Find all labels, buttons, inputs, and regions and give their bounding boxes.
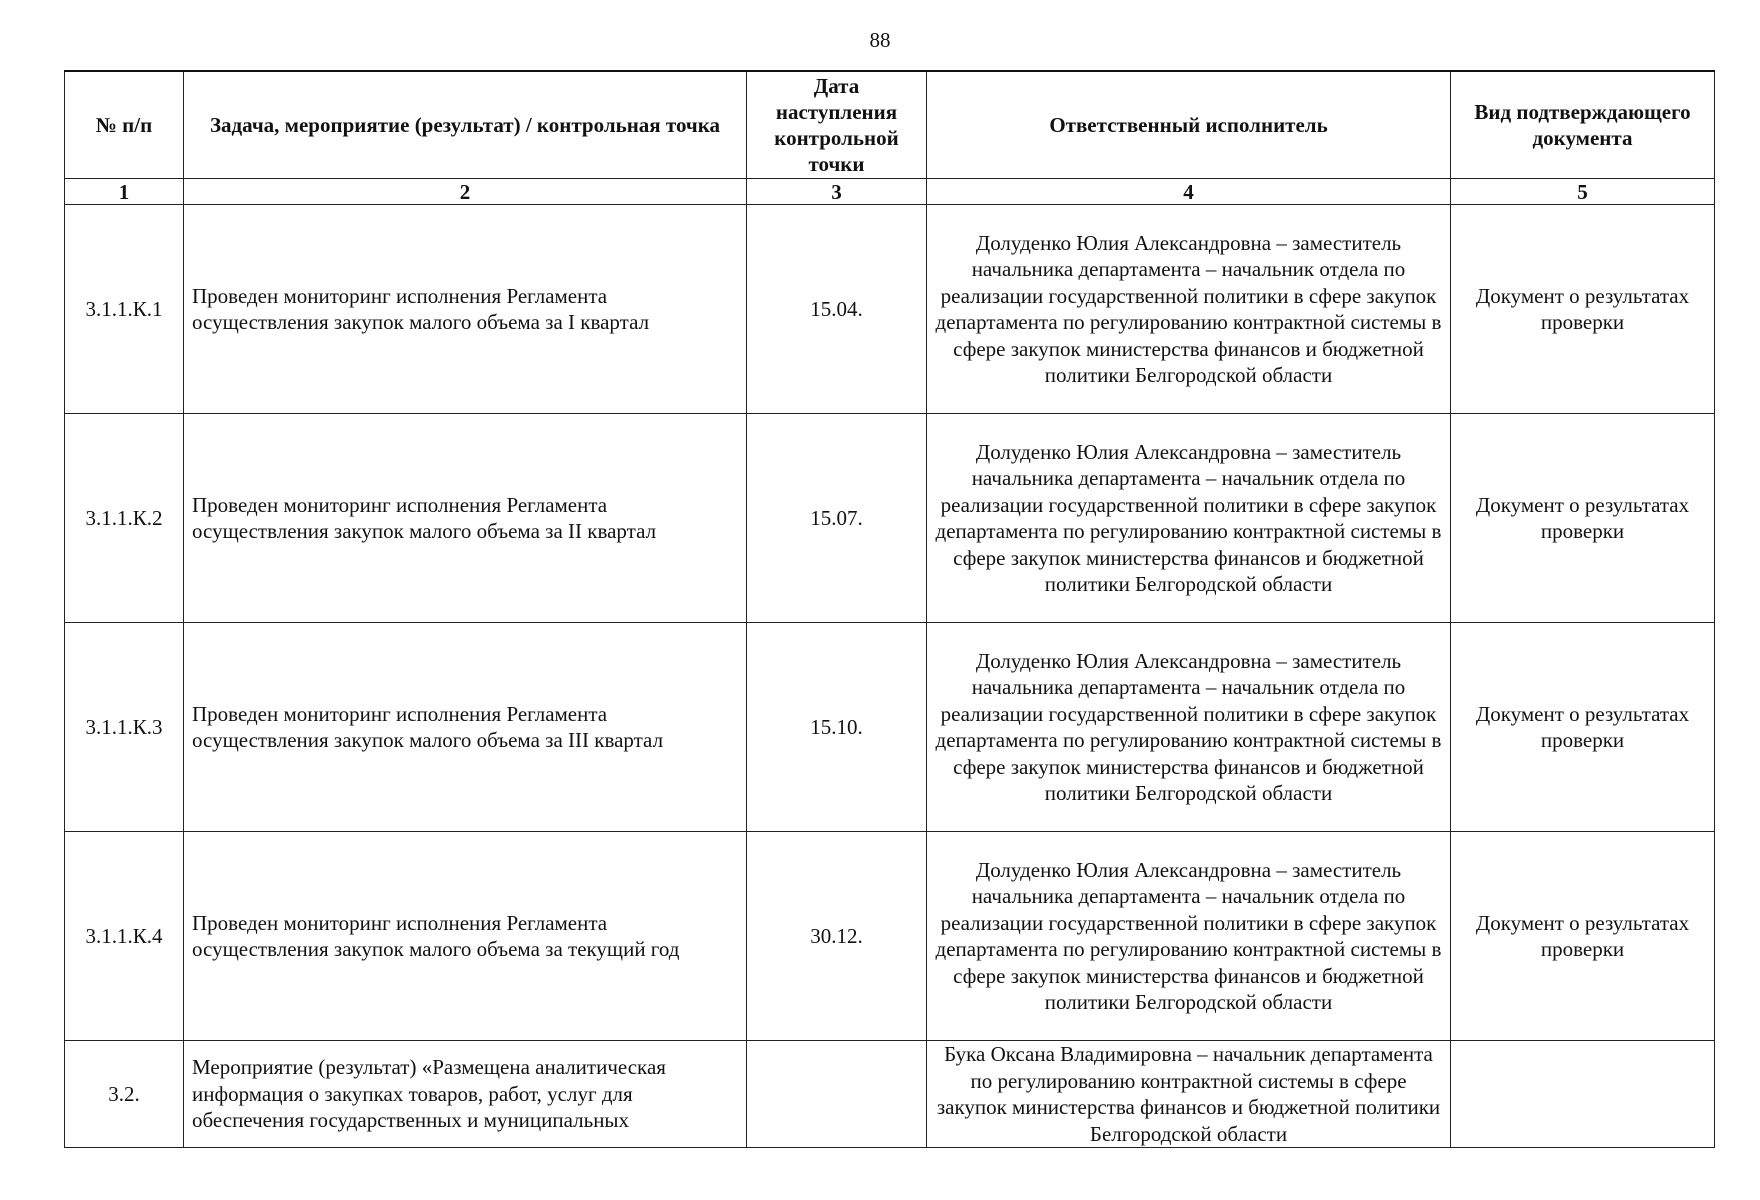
row-executor: Долуденко Юлия Александровна – заместитель начальника департамента – начальник отдела по реализации государственной политики в сфере закупок департамента по регулированию контрактной системы в сфере закупок министерства финансов и бюджетной политики Белгородской области bbox=[927, 623, 1451, 832]
header-document: Вид подтверждающего документа bbox=[1451, 71, 1715, 179]
row-task: Мероприятие (результат) «Размещена аналитическая информация о закупках товаров, работ, услуг для обеспечения государственных и муниципальных bbox=[184, 1041, 747, 1148]
row-document: Документ о результатах проверки bbox=[1451, 623, 1715, 832]
column-number-row bbox=[65, 179, 1715, 205]
row-date: 15.04. bbox=[747, 205, 927, 414]
row-task: Проведен мониторинг исполнения Регламента осуществления закупок малого объема за III квартал bbox=[184, 623, 747, 832]
row-executor: Долуденко Юлия Александровна – заместитель начальника департамента – начальник отдела по реализации государственной политики в сфере закупок департамента по регулированию контрактной системы в сфере закупок министерства финансов и бюджетной политики Белгородской области bbox=[927, 205, 1451, 414]
page-number: 88 bbox=[869, 28, 891, 52]
table-row bbox=[65, 205, 1715, 414]
column-number: 2 bbox=[184, 179, 747, 205]
table-row bbox=[65, 832, 1715, 1041]
row-number: 3.1.1.К.3 bbox=[65, 623, 184, 832]
table-row bbox=[65, 623, 1715, 832]
row-date: 30.12. bbox=[747, 832, 927, 1041]
row-number: 3.1.1.К.2 bbox=[65, 414, 184, 623]
header-row bbox=[65, 71, 1715, 179]
row-document: Документ о результатах проверки bbox=[1451, 414, 1715, 623]
row-number: 3.2. bbox=[65, 1041, 184, 1148]
header-executor: Ответственный исполнитель bbox=[927, 71, 1451, 179]
row-date: 15.10. bbox=[747, 623, 927, 832]
row-number: 3.1.1.К.4 bbox=[65, 832, 184, 1041]
row-task: Проведен мониторинг исполнения Регламента осуществления закупок малого объема за I квартал bbox=[184, 205, 747, 414]
table-row bbox=[65, 414, 1715, 623]
row-executor: Бука Оксана Владимировна – начальник департамента по регулированию контрактной системы в сфере закупок министерства финансов и бюджетной политики Белгородской области bbox=[927, 1041, 1451, 1148]
row-executor: Долуденко Юлия Александровна – заместитель начальника департамента – начальник отдела по реализации государственной политики в сфере закупок департамента по регулированию контрактной системы в сфере закупок министерства финансов и бюджетной политики Белгородской области bbox=[927, 414, 1451, 623]
header-number: № п/п bbox=[65, 71, 184, 179]
row-document: Документ о результатах проверки bbox=[1451, 205, 1715, 414]
row-number: 3.1.1.К.1 bbox=[65, 205, 184, 414]
row-document bbox=[1451, 1041, 1715, 1148]
column-number: 3 bbox=[747, 179, 927, 205]
row-executor: Долуденко Юлия Александровна – заместитель начальника департамента – начальник отдела по реализации государственной политики в сфере закупок департамента по регулированию контрактной системы в сфере закупок министерства финансов и бюджетной политики Белгородской области bbox=[927, 832, 1451, 1041]
row-date: 15.07. bbox=[747, 414, 927, 623]
row-task: Проведен мониторинг исполнения Регламента осуществления закупок малого объема за II квартал bbox=[184, 414, 747, 623]
column-number: 1 bbox=[65, 179, 184, 205]
row-date bbox=[747, 1041, 927, 1148]
column-number: 4 bbox=[927, 179, 1451, 205]
column-number: 5 bbox=[1451, 179, 1715, 205]
header-date: Дата наступления контрольной точки bbox=[747, 71, 927, 179]
table-row bbox=[65, 1041, 1715, 1148]
header-task: Задача, мероприятие (результат) / контрольная точка bbox=[184, 71, 747, 179]
row-task: Проведен мониторинг исполнения Регламента осуществления закупок малого объема за текущий год bbox=[184, 832, 747, 1041]
control-points-table bbox=[64, 70, 1715, 1148]
row-document: Документ о результатах проверки bbox=[1451, 832, 1715, 1041]
